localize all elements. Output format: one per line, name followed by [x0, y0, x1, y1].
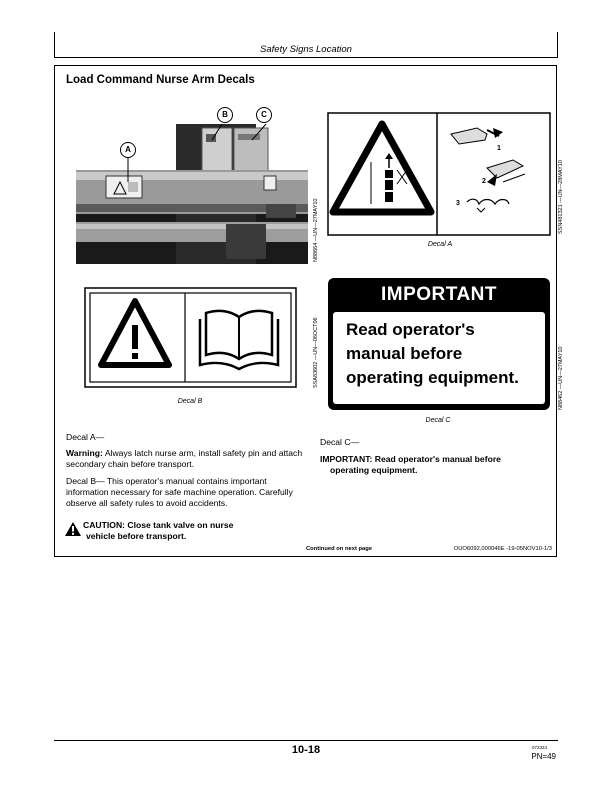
decal-a-illustration	[327, 112, 551, 236]
decal-a-step-2: 2	[482, 178, 486, 185]
callout-b: B	[217, 107, 233, 123]
header-rule	[54, 57, 558, 58]
decal-a-step-1: 1	[497, 145, 501, 152]
footer-small-code: 072324	[532, 745, 548, 750]
decal-b-side-code: SSA83602 —UN—06OCT06	[313, 317, 319, 388]
important-line-1: IMPORTANT: Read operator's manual before	[320, 454, 501, 464]
photo-side-code: N88664 —UN—27MAY10	[313, 198, 319, 262]
footer-rule	[54, 740, 558, 741]
decal-a-step-3: 3	[456, 200, 460, 207]
decal-a-side-code: SSN481321 —UN—28MAY10	[558, 160, 564, 234]
decal-c-caption: Decal C	[425, 417, 451, 424]
machine-photo-illustration	[76, 104, 308, 264]
caution-icon	[65, 522, 81, 536]
decal-c-body	[333, 312, 545, 404]
decal-b	[84, 287, 297, 388]
caution-triangle	[65, 522, 81, 536]
caution-line-2: vehicle before transport.	[86, 531, 187, 541]
decal-b-illustration	[84, 287, 297, 388]
callout-a: A	[120, 142, 136, 158]
continued-note: Continued on next page	[306, 546, 373, 552]
doc-code: OUO6092,000046E -19-05NOV10-1/3	[453, 546, 552, 552]
decal-a-caption: Decal A	[427, 241, 453, 248]
decal-c-line-3: operating equipment.	[346, 368, 519, 387]
section-title: Load Command Nurse Arm Decals	[66, 74, 255, 86]
warning-label: Warning:	[66, 448, 103, 458]
decal-c-side-code: N88462 —UN—27MAY10	[558, 346, 564, 410]
callout-c: C	[256, 107, 272, 123]
decal-c	[328, 278, 550, 410]
decal-c-line-1: Read operator's	[346, 320, 475, 339]
warning-paragraph	[66, 448, 308, 470]
decal-a	[327, 112, 551, 236]
decal-c-heading-text: Decal C—	[320, 437, 360, 447]
caution-line-1: CAUTION: Close tank valve on nurse	[83, 520, 234, 530]
decal-a-heading: Decal A—	[66, 432, 105, 442]
decal-c-line-2: manual before	[346, 344, 463, 363]
important-line-2: operating equipment.	[330, 465, 418, 475]
decal-b-paragraph: Decal B— This operator's manual contains important information necessary for safe machine operation. Carefully observe all safety rules to avoid accidents.	[66, 476, 293, 508]
machine-photo	[76, 104, 308, 264]
header-title: Safety Signs Location	[260, 44, 352, 55]
page-number: 10-18	[291, 744, 321, 756]
decal-b-caption: Decal B	[177, 398, 203, 405]
footer-pn: PN=49	[531, 752, 556, 761]
decal-c-heading: IMPORTANT	[380, 284, 498, 305]
warning-text: Always latch nurse arm, install safety pin and attach secondary chain before transport.	[66, 448, 303, 469]
